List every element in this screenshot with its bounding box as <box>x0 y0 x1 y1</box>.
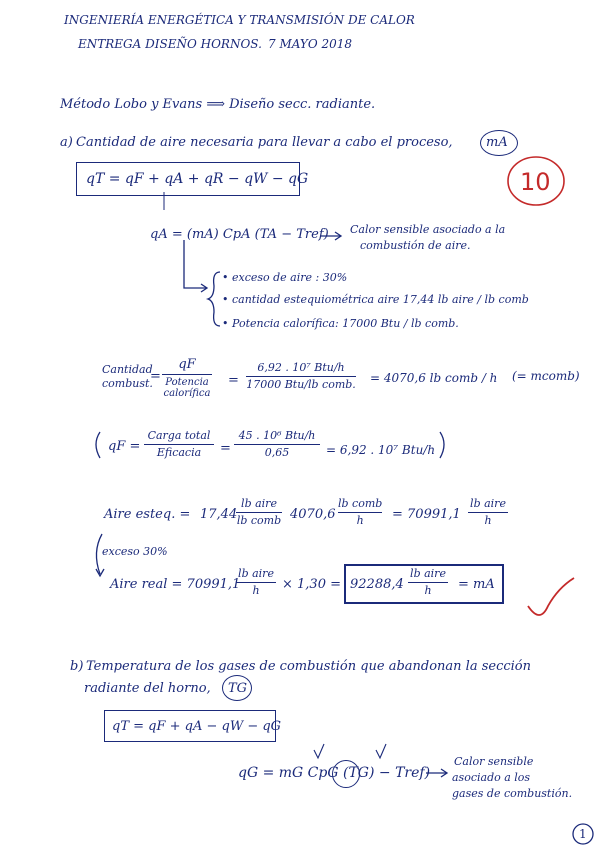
qf-result: = 6,92 . 10⁷ Btu/h <box>326 443 436 457</box>
energy-balance: qT = qF + qA + qR − qW − qG <box>86 171 309 187</box>
section-a-target: mA <box>486 135 508 150</box>
qg-note-3: gases de combustión. <box>452 787 573 800</box>
header-date: 7 MAYO 2018 <box>268 37 353 51</box>
header-subtitle: ENTREGA DISEÑO HORNOS. <box>78 37 262 51</box>
qf-den: Eficacia <box>156 446 202 460</box>
qg-note-2: asociado a los <box>452 771 531 784</box>
comb-result: = 4070,6 lb comb / h <box>370 371 498 385</box>
comb-val-den: 17000 Btu/lb comb. <box>246 378 356 392</box>
qg-equation: qG = mG CpG (TG) − Tref) <box>238 765 431 781</box>
comb-den-1: Potencia <box>165 377 209 389</box>
section-a-label: a) <box>60 135 73 150</box>
air-st-mult: 4070,6 <box>290 507 336 522</box>
page-number: 1 <box>579 827 587 841</box>
comb-label-2: combust. <box>102 377 153 390</box>
energy-balance-b: qT = qF + qA − qW − qG <box>112 719 282 734</box>
qf-val-num: 45 . 10⁶ Btu/h <box>238 429 316 442</box>
comb-val-num: 6,92 . 10⁷ Btu/h <box>257 361 345 374</box>
comb-num: qF <box>178 357 196 372</box>
bullets-brace <box>208 272 220 326</box>
air-st-frac2-den: h <box>356 514 364 528</box>
air-real-frac <box>236 568 276 597</box>
qa-equation: qA = (mA) CpA (TA − Tref) <box>150 227 329 242</box>
air-real-res-den: h <box>424 584 432 598</box>
qa-note-1: Calor sensible asociado a la <box>350 223 506 236</box>
excess-note: exceso 30% <box>102 545 168 558</box>
air-real-frac-num: lb aire <box>238 567 274 580</box>
air-st-frac-den: lb comb <box>236 514 282 528</box>
air-real-label: Aire real = 70991,1 <box>110 577 241 592</box>
section-b-target: TG <box>228 681 248 696</box>
comb-alias: (= mcomb) <box>512 369 580 383</box>
air-real-res-frac <box>408 568 448 597</box>
air-st-frac <box>236 498 282 527</box>
section-b-question-1: Temperatura de los gases de combustión que abandonan la sección <box>86 659 532 674</box>
air-real-value: 92288,4 <box>350 577 404 592</box>
air-st-frac-num: lb aire <box>241 497 277 510</box>
arrow-down-bullets <box>184 240 206 288</box>
air-real-res-num: lb aire <box>410 567 446 580</box>
air-real-target: = mA <box>458 577 495 592</box>
qf-fraction <box>144 430 214 459</box>
air-st-res-den: h <box>484 514 492 528</box>
qg-note-1: Calor sensible <box>454 755 534 768</box>
air-st-label: Aire esteq. = <box>104 507 191 522</box>
method-line: Método Lobo y Evans ⟹ Diseño secc. radiante. <box>60 97 376 112</box>
comb-fraction <box>162 358 212 399</box>
qf-lhs: qF = <box>108 439 141 454</box>
qf-value-fraction <box>234 430 320 459</box>
air-st-frac2 <box>338 498 382 527</box>
comb-label-1: Cantidad <box>102 363 153 376</box>
qa-note-2: combustión de aire. <box>360 239 471 252</box>
air-real-mult: × 1,30 = <box>282 577 341 592</box>
comb-den-2: calorífica <box>163 388 211 400</box>
air-st-frac2-num: lb comb <box>338 497 383 510</box>
air-st-res-num: lb aire <box>470 497 506 510</box>
qf-num: Carga total <box>147 429 211 442</box>
air-st-res-frac <box>468 498 508 527</box>
section-b-question-2: radiante del horno, <box>84 681 211 696</box>
grade: 10 <box>520 168 551 196</box>
header-title: INGENIERÍA ENERGÉTICA Y TRANSMISIÓN DE CALOR <box>64 13 415 27</box>
bullet-excess-air: • exceso de aire : 30% <box>222 271 348 284</box>
check-mark <box>528 578 574 615</box>
air-st-result: = 70991,1 <box>392 507 461 522</box>
bullet-heat-value: • Potencia calorífica: 17000 Btu / lb comb. <box>222 317 459 330</box>
air-st-factor: 17,44 <box>200 507 238 522</box>
qf-val-den: 0,65 <box>264 446 290 460</box>
section-a-question: Cantidad de aire necesaria para llevar a cabo el proceso, <box>76 135 453 150</box>
air-real-frac-den: h <box>252 584 260 598</box>
comb-value-fraction <box>246 362 356 391</box>
section-b-label: b) <box>70 659 84 674</box>
bullet-stoich-air: • cantidad estequiométrica aire 17,44 lb aire / lb comb <box>222 293 529 306</box>
